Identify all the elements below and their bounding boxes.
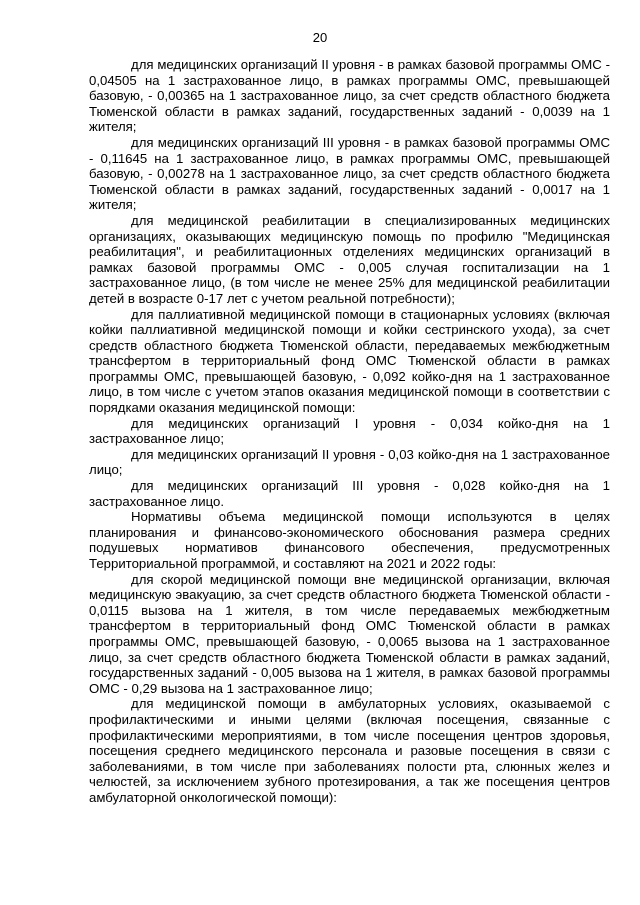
document-body	[89, 57, 610, 806]
paragraph-palliative-level-2: для медицинских организаций II уровня - 0,03 койко-дня на 1 застрахованное лицо;	[89, 446, 610, 478]
paragraph-norms-2021-2022: Нормативы объема медицинской помощи используются в целях планирования и финансово-экономического обоснования размера средних подушевых нормативов финансового обеспечения, предусмотренных Территориальной программой, и составляют на 2021 и 2022 годы:	[89, 509, 610, 571]
paragraph-palliative-level-3: для медицинских организаций III уровня - 0,028 койко-дня на 1 застрахованное лицо.	[89, 478, 610, 509]
paragraph-level-3-norms: для медицинских организаций III уровня - в рамках базовой программы ОМС - 0,11645 на 1 застрахованное лицо, в рамках программы ОМС, превышающей базовую, - 0,00278 на 1 застрахованное лицо, за счет средств областного бюджета Тюменской области в рамках заданий, государственных заданий - 0,0017 на 1 жителя;	[89, 134, 610, 213]
paragraph-outpatient-care: для медицинской помощи в амбулаторных условиях, оказываемой с профилактическими и иными целями (включая посещения, связанные с профилактическими мероприятиями, в том числе посещения центров здоровья, посещения среднего медицинского персонала и разовые посещения в связи с заболеваниями, в том числе при заболеваниях полости рта, слюнных желез и челюстей, за исключением зубного протезирования, а так же посещения центров амбулаторной онкологической помощи):	[89, 696, 610, 805]
paragraph-rehabilitation: для медицинской реабилитации в специализированных медицинских организациях, оказывающих медицинскую помощь по профилю "Медицинская реабилитация", и реабилитационных отделениях медицинских организаций в рамках базовой программы ОМС - 0,005 случая госпитализации на 1 застрахованное лицо, (в том числе не менее 25% для медицинской реабилитации детей в возрасте 0-17 лет с учетом реальной потребности);	[89, 212, 610, 306]
paragraph-emergency-care: для скорой медицинской помощи вне медицинской организации, включая медицинскую эвакуацию, за счет средств областного бюджета Тюменской области - 0,0115 вызова на 1 жителя, в том числе передаваемых межбюджетным трансфертом в территориальный фонд ОМС Тюменской области в рамках программы ОМС, превышающей базовую, - 0,0065 вызова на 1 застрахованное лицо, за счет средств областного бюджета Тюменской области в рамках заданий, государственных заданий - 0,005 вызова на 1 жителя, в рамках базовой программы ОМС - 0,29 вызова на 1 застрахованное лицо;	[89, 571, 610, 696]
page-number: 20	[312, 30, 328, 45]
paragraph-palliative-level-1: для медицинских организаций I уровня - 0,034 койко-дня на 1 застрахованное лицо;	[89, 415, 610, 447]
paragraph-palliative-care: для паллиативной медицинской помощи в стационарных условиях (включая койки паллиативной медицинской помощи и койки сестринского ухода), за счет средств областного бюджета Тюменской области, передаваемых межбюджетным трансфертом в территориальный фонд ОМС Тюменской области в рамках программы ОМС, превышающей базовую, - 0,092 койко-дня на 1 застрахованное лицо, в том числе с учетом этапов оказания медицинской помощи в соответствии с порядками оказания медицинской помощи:	[89, 306, 610, 416]
paragraph-level-2-norms: для медицинских организаций II уровня - в рамках базовой программы ОМС - 0,04505 на 1 застрахованное лицо, в рамках программы ОМС, превышающей базовую, - 0,00365 на 1 застрахованное лицо, за счет средств областного бюджета Тюменской области в рамках заданий, государственных заданий - 0,0039 на 1 жителя;	[89, 57, 610, 135]
